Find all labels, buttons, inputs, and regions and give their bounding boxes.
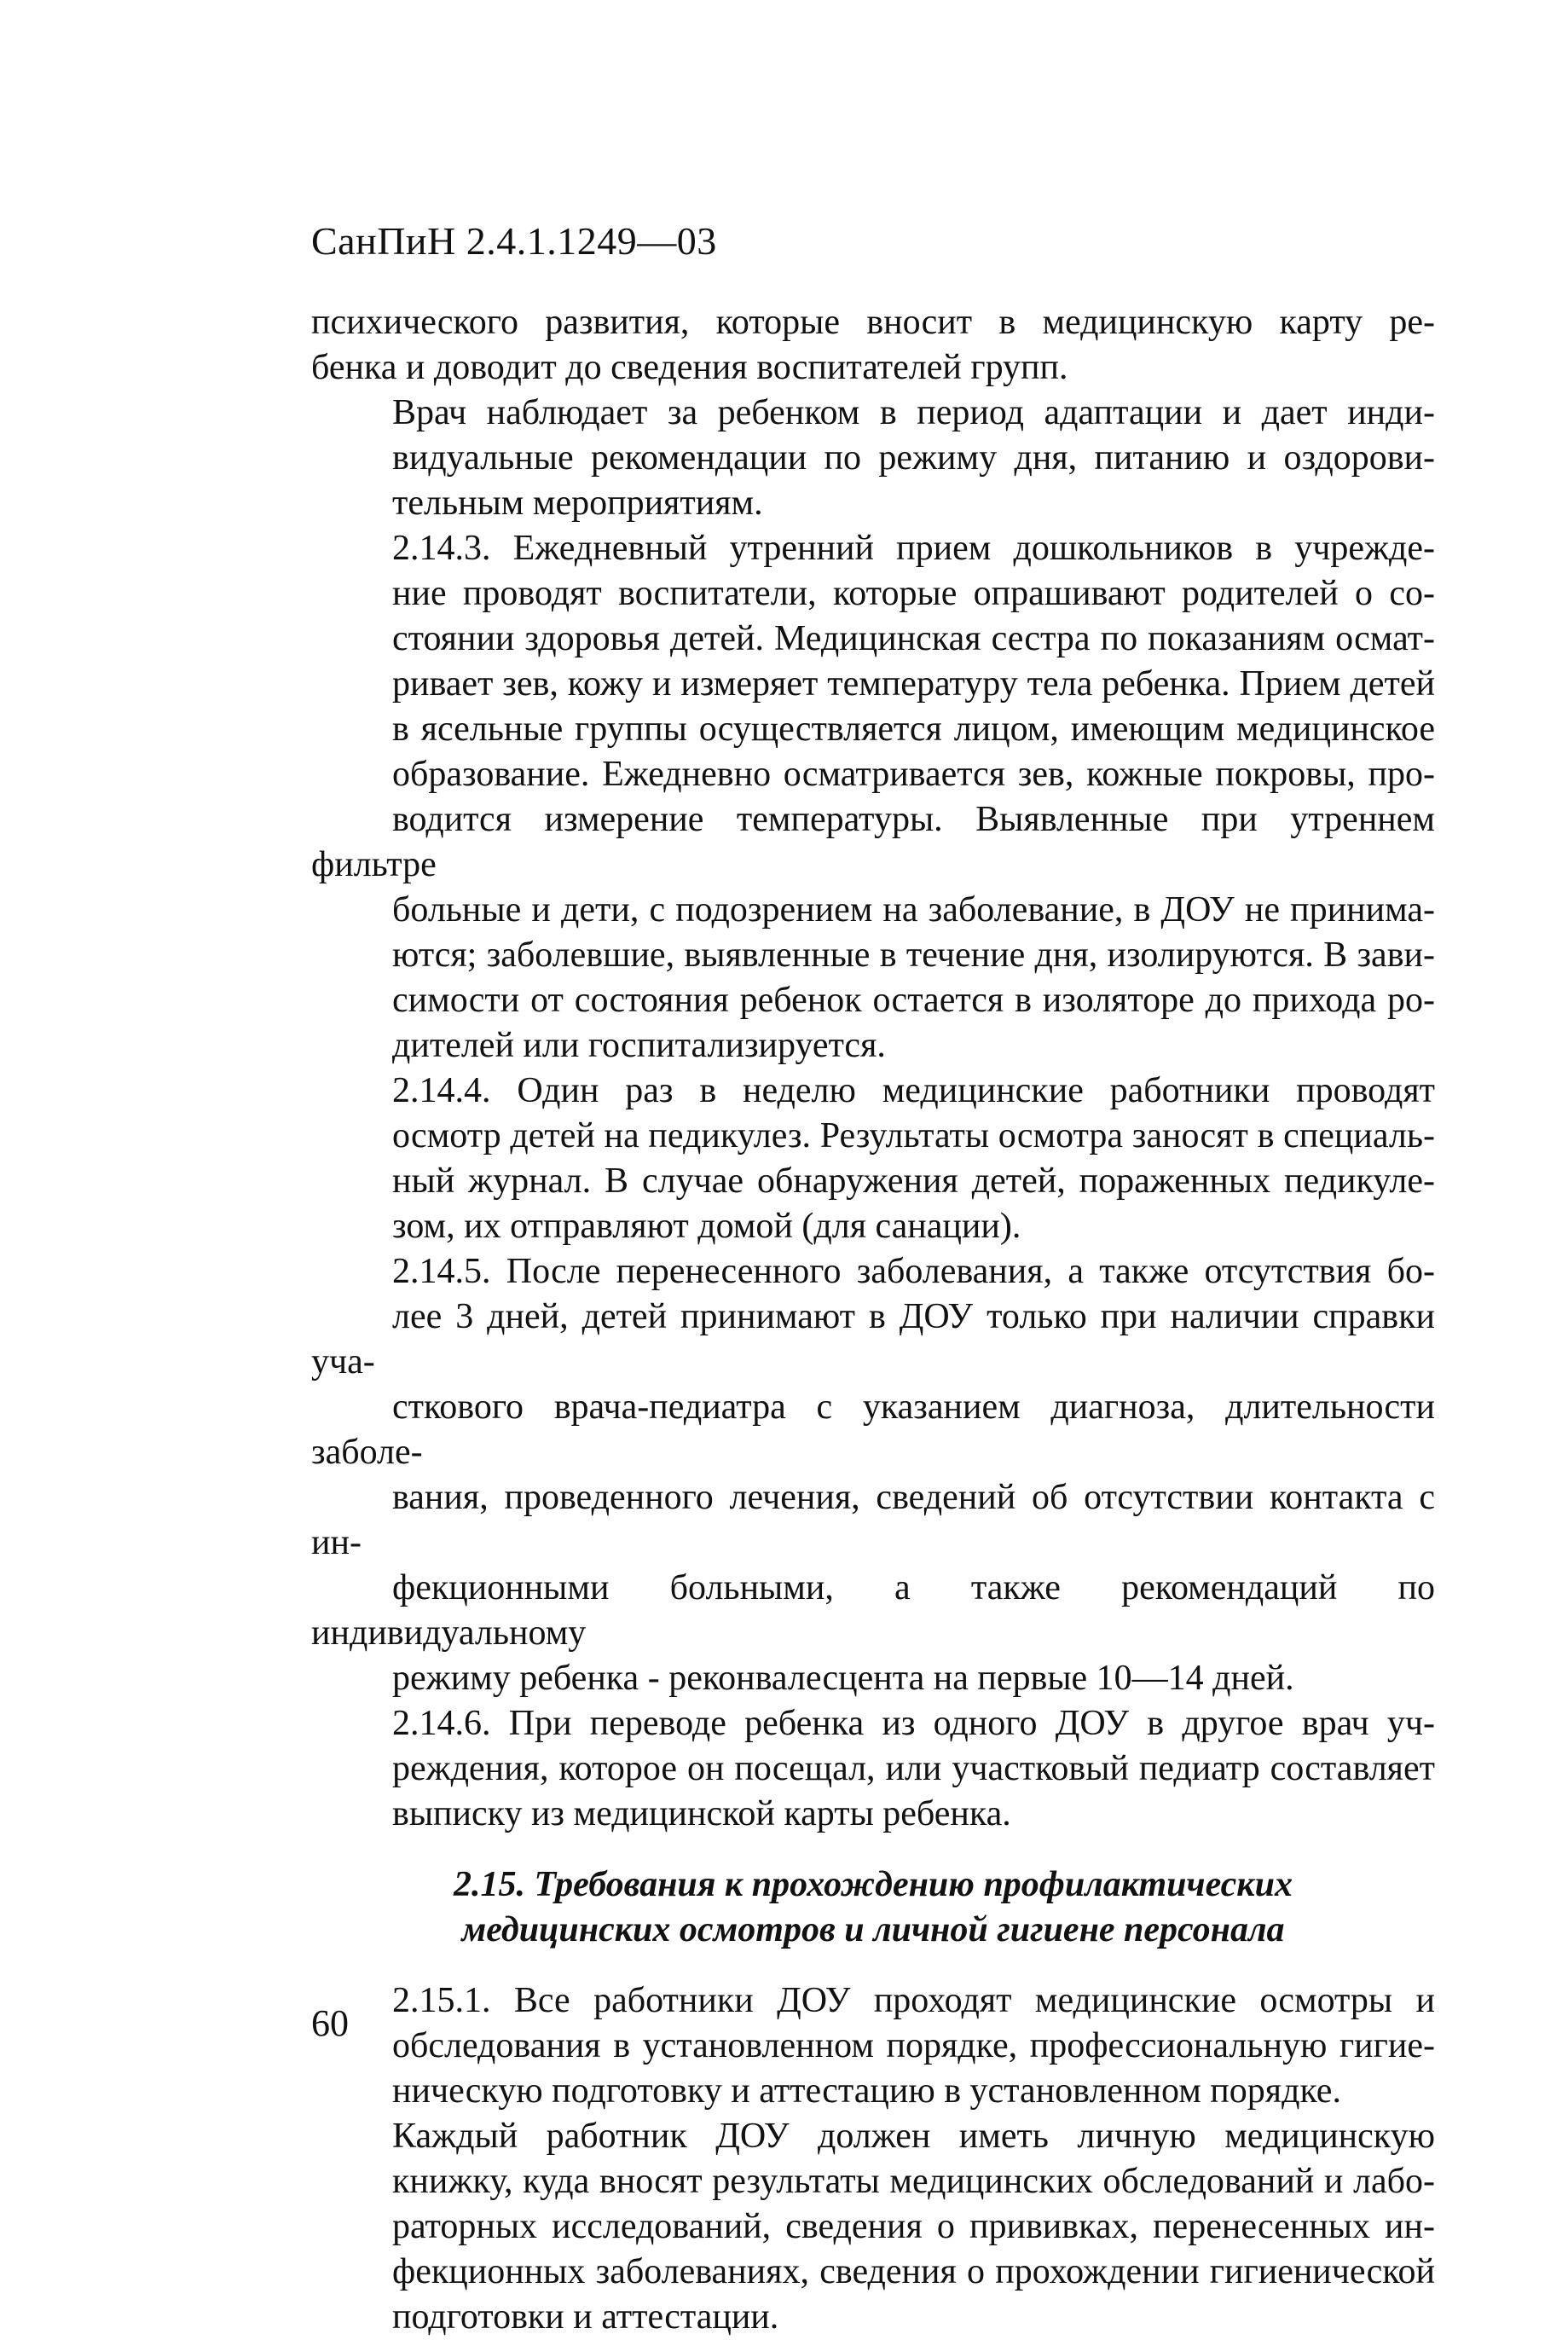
- paragraph: [311, 1249, 1435, 1701]
- text-line: подготовки и аттестации.: [392, 2297, 779, 2337]
- text-line: лее 3 дней, детей принимают в ДОУ только при наличии справки уча-: [311, 1297, 1435, 1381]
- text-line: 2.14.6. При переводе ребенка из одного ДОУ в другое врач уч-: [392, 1704, 1435, 1743]
- paragraph: [311, 391, 1435, 526]
- text-line: ническую подготовку и аттестацию в установленном порядке.: [392, 2071, 1341, 2111]
- text-line: психического развития, которые вносит в медицинскую карту ре-: [311, 303, 1435, 342]
- section-heading-line: 2.15. Требования к прохождению профилактических: [454, 1865, 1293, 1904]
- text-line: дителей или госпитализируется.: [392, 1026, 886, 1065]
- text-line: Врач наблюдает за ребенком в период адаптации и дает инди-: [392, 393, 1435, 432]
- text-line: Каждый работник ДОУ должен иметь личную медицинскую: [392, 2117, 1435, 2156]
- text-line: симости от состояния ребенок остается в изоляторе до прихода ро-: [392, 981, 1435, 1020]
- text-line: больные и дети, с подозрением на заболевание, в ДОУ не принима-: [392, 890, 1435, 930]
- section-heading: [311, 1862, 1435, 1953]
- text-line: осмотр детей на педикулез. Результаты осмотра заносят в специаль-: [392, 1116, 1435, 1156]
- text-line: фекционных заболеваниях, сведения о прохождении гигиенической: [392, 2252, 1435, 2291]
- paragraph: [311, 1978, 1435, 2114]
- text-line: бенка и доводит до сведения воспитателей групп.: [311, 348, 1068, 387]
- section-heading-line: медицинских осмотров и личной гигиене персонала: [461, 1910, 1285, 1949]
- paragraphs-after: [311, 1978, 1435, 2340]
- text-line: 2.15.1. Все работники ДОУ проходят медицинские осмотры и: [392, 1981, 1435, 2020]
- text-line: 2.14.5. После перенесенного заболевания, а также отсутствия бо-: [392, 1252, 1435, 1291]
- text-line: раторных исследований, сведения о прививках, перенесенных ин-: [392, 2207, 1435, 2246]
- text-line: видуальные рекомендации по режиму дня, питанию и оздорови-: [392, 438, 1435, 478]
- running-head: СанПиН 2.4.1.1249—03: [311, 219, 717, 263]
- text-line: 2.14.4. Один раз в неделю медицинские работники проводят: [392, 1071, 1435, 1110]
- text-line: книжку, куда вносят результаты медицинских обследований и лабо-: [392, 2162, 1435, 2201]
- text-line: стоянии здоровья детей. Медицинская сестра по показаниям осмат-: [392, 619, 1435, 658]
- text-line: зом, их отправляют домой (для санации).: [392, 1207, 1021, 1246]
- text-line: режиму ребенка - реконвалесцента на первые 10—14 дней.: [392, 1659, 1294, 1698]
- paragraph: [311, 300, 1435, 391]
- text-line: вания, проведенного лечения, сведений об отсутствии контакта с ин-: [311, 1478, 1435, 1562]
- paragraphs-before: [311, 300, 1435, 1837]
- text-line: ный журнал. В случае обнаружения детей, пораженных педикуле-: [392, 1161, 1435, 1201]
- text-line: обследования в установленном порядке, профессиональную гигие-: [392, 2026, 1435, 2065]
- text-line: ривает зев, кожу и измеряет температуру тела ребенка. Прием детей: [392, 664, 1435, 704]
- text-line: реждения, которое он посещал, или участковый педиатр составляет: [392, 1749, 1435, 1788]
- text-line: в ясельные группы осуществляется лицом, имеющим медицинское: [392, 710, 1435, 749]
- paragraph: [311, 526, 1435, 1069]
- body-text: [311, 300, 1435, 2340]
- text-line: сткового врача-педиатра с указанием диагноза, длительности заболе-: [311, 1387, 1435, 1472]
- text-line: фекционными больными, а также рекомендаций по индивидуальному: [311, 1568, 1435, 1653]
- paragraph: [311, 2114, 1435, 2340]
- text-line: 2.14.3. Ежедневный утренний прием дошкольников в учрежде-: [392, 529, 1435, 568]
- text-line: выписку из медицинской карты ребенка.: [392, 1794, 1011, 1833]
- text-line: тельным мероприятиям.: [392, 484, 763, 523]
- page-number: 60: [311, 2002, 349, 2044]
- text-line: ние проводят воспитатели, которые опрашивают родителей о со-: [392, 574, 1435, 613]
- text-line: водится измерение температуры. Выявленные при утреннем фильтре: [311, 800, 1435, 884]
- paragraph: [311, 1701, 1435, 1837]
- paragraph: [311, 1069, 1435, 1249]
- text-line: ются; заболевшие, выявленные в течение дня, изолируются. В зави-: [392, 935, 1435, 975]
- text-line: образование. Ежедневно осматривается зев, кожные покровы, про-: [392, 755, 1435, 794]
